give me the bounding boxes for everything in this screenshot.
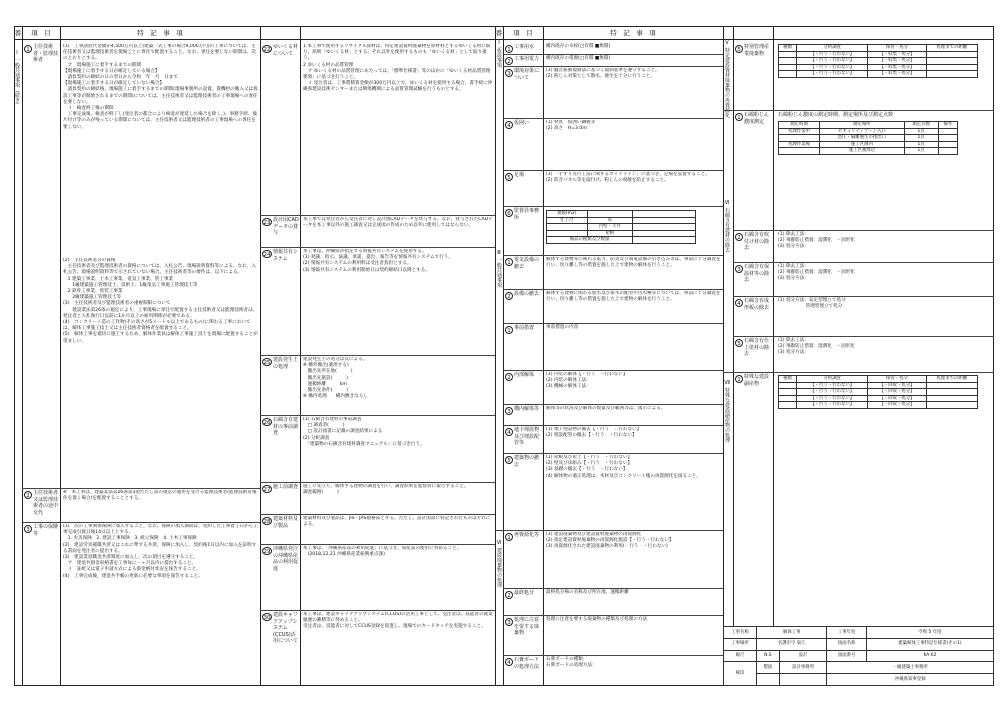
title-label: 設計 [779, 650, 827, 662]
section-body-insulation-asbestos: (1) 除去工法： (2) 飛散防止措置：湿潤化 ・固形化 (3) 処分方法： [778, 264, 855, 282]
row-divider [503, 289, 723, 290]
section-title-water: 工事用水 [514, 44, 535, 50]
section-title-pre-measures: 事前措置 [514, 325, 535, 331]
table-cell [926, 402, 977, 409]
asbestos-measurement-caption: 石綿粉じん濃度の測定時期、測定場所及び測定点数 [778, 112, 894, 118]
section-body-final-disposal: 最終処分場の名称及び所在地、運搬距離 [546, 590, 629, 595]
title-label: 図面番号 [827, 650, 866, 662]
table-cell: 内壁・天井 [587, 224, 632, 231]
table-header: 分析調査 [796, 376, 867, 383]
section-body-hoarding: (1) 材質 仮囲い鋼板等 (2) 高さ H=3.0m [546, 120, 596, 132]
table-header: 種類 [779, 376, 797, 383]
table-cell [633, 237, 696, 244]
table-header: 測定場所 [820, 122, 905, 129]
section-number: 27 [263, 487, 271, 493]
side-label-waste: Ⅵ 建設廃棄物の処理 [496, 540, 502, 588]
section-number: 3 [505, 618, 513, 626]
row-divider [495, 530, 723, 531]
project-year: 令和 5 年度 [866, 627, 993, 639]
table-cell: 施工区画周辺 [820, 148, 905, 155]
row-divider [733, 296, 994, 297]
section-number: 2 [505, 591, 513, 599]
section-number: 29 [263, 549, 271, 555]
section-title-surplus-soil: 建設発生土の処理 [273, 357, 299, 370]
section-number: 2 [24, 491, 32, 499]
section-body-recycled-material: 1 本工事で使用するリサイクル資材は、特定建設資材廃棄物を原材料とするゆいくる材に限り、原則「ゆいくる材」とする。それ以外を使用するものも「ゆいくる材」として取り扱う。 2 ゆいくる材の品質管理 ア ゆいくる材の品質管理にあたっては、「標準仕様書」等のほかに「ゆいくる材品質管理要領」に基づき行うこと。 イ 受注者は、工事費積算金額が300万円以上で、ゆいくる材を使用する場合、書手続に沖縄県建設技術センターまたは関係機関による品質管理試験を行うものとする。 [303, 44, 493, 93]
table-cell: 【・収集・処分】 [868, 51, 926, 58]
title-label: 図面名称 [827, 638, 866, 650]
section-title-cad-data: 設計図CADデータの貸与 [273, 217, 299, 236]
section-number: 3 [735, 265, 743, 273]
section-body-scaffold: (1) 「手すり先行工法に関するガイドライン」に基づき、足場を設置すること。 (2) 防音パネル等を取付け、粉じんの飛散を防止すること。 [546, 172, 710, 184]
section-number: 2 [505, 57, 513, 65]
section-title-asbestos-survey: 石綿含有建材の事前調査 [273, 417, 299, 436]
section-number: 2 [505, 373, 513, 381]
section-body-recycling: (1) 建設廃棄物及び建設資材廃棄物の再資源化 (2) 指定建設資材廃棄物の再資源化施設【・行う・行わない】 (3) 再資源化された建設廃棄物の利用(・行う ・行わない) [546, 532, 674, 550]
section-number: 26 [263, 420, 271, 426]
row-divider [503, 404, 723, 405]
section-body-interior-demolition: (1) 内装の解体【・行う ・行わない】 (2) 内装の解体工法： (3) 機械の解体工法： [546, 372, 628, 390]
section-number: 22 [263, 47, 271, 53]
row-divider [260, 514, 495, 515]
section-title-final-disposal: 最終処分 [514, 590, 535, 596]
table-cell: 【・行う・行わない】 [796, 395, 867, 402]
section-body-power: 構内既存の電源(□有償 ■無償) [546, 56, 611, 61]
row-divider [503, 170, 723, 171]
table-cell: 【・行う・行わない】 [796, 382, 867, 389]
row-divider [260, 544, 495, 545]
section-title-engineer-change: 主任技術者又は監理技術者の途中交代 [33, 490, 59, 516]
table-header: 種類 [779, 45, 797, 52]
table-cell: 屋根 [587, 230, 632, 237]
side-label-common: Ⅲ 一般共通事項 [496, 250, 502, 288]
row-divider [723, 372, 994, 373]
section-number: 28 [263, 519, 271, 525]
section-title-local-products: 沖縄県発注の沖縄県産品の利用促進 [273, 546, 299, 572]
section-number: 5 [735, 339, 743, 347]
section-number: 25 [263, 360, 271, 366]
title-label: 工事年度 [827, 627, 866, 639]
side-label-temporary: Ⅰ 仮設事項 [496, 40, 502, 68]
table-cell: 【・収集・処分】 [868, 71, 926, 78]
section-number: 1 [735, 375, 743, 383]
row-divider [503, 206, 723, 207]
header-item-2: 項 目 [503, 26, 543, 40]
table-header: 処理までの距離 [926, 376, 977, 383]
office-line: 一級建築士事務所 [827, 662, 994, 674]
section-body-local-products: 本工事は、「沖縄県産品の利用促進」に基づき、県産品の使用に努めること。 (2018.12.21 沖縄県産業振興重点課) [303, 546, 462, 558]
section-title-onsite-demolition: 構内解体等 [514, 406, 540, 412]
section-body-ccus: 本工事は、建設キャリアアップシステム(CCUS)の活用工事として、受注者は、技能者の就業履歴の蓄積等に努めること。 受注者は、技能者に対してCCUS登録を促進し、現場でのカードタッチを実施すること。 [303, 612, 493, 630]
section-title-electrical-removal: 電気設備の撤去 [514, 257, 540, 270]
row-divider [503, 655, 723, 656]
table-cell: 1点 [904, 148, 938, 155]
section-body-special-waste: 処理に注意を要する廃棄物の種類及び処理の方法 [546, 617, 648, 622]
row-divider [22, 488, 260, 489]
section-title-info-sharing: 情報共有システム [273, 249, 299, 262]
row-divider [503, 588, 723, 589]
section-body-underground: (1) 地下埋設物の撤去【・行う ・行わない】 (2) 埋設配管の撤去【・行う ・行わない】 [546, 427, 642, 439]
section-body-water: 構内既存の水栓(□有償 ■無償) [546, 44, 611, 49]
section-title-asbestos-measurement: 石綿粉じん濃度測定 [744, 112, 770, 125]
section-body-cad-data: 本工事では発注者から受注者に対し設計図CADデータを貸与する。なお、貸与されたCADデータを本工事以外の施工調査又は完成図の作成のため以外に使用してはならない。 [303, 217, 493, 229]
table-cell: 備品の種類及び数量 [547, 237, 633, 244]
section-title-ccus: 建設キャリアアップシステム(CCUS)活用について [273, 612, 299, 644]
section-body-insurance: (1) 次の工事関係保険に加入すること。なお、保険の加入期間は、契約した工事着工日から工事完成引渡日後14日以上とする。 1. 火災保険 2. 建設工事保険 3. 組立保険 4. 土木工事保険 (2) 建設労災補償共済又はこれに準ずる共済、保険に加入し、契約後1日以内に加入を証明する書面を発注者に提出する。 (3) 建設業退職金共済制度に加入し、次の項目を遵守すること。 ア 建退共掛金収納書を工事毎に一ヶ月以内に提出すること。 イ 証紙又は電子申請方式による掛金納付状況を報告すること。 (4) 工事完成後、建退共手帳の更新に必要な事項を報告すること。 [63, 524, 258, 579]
row-divider [260, 215, 495, 216]
side-label-general: Ⅰ 一般共通事項（続き） [14, 50, 20, 108]
table-cell: 【・行う・行わない】 [796, 71, 867, 78]
table-cell: 【・収集・処分】 [868, 64, 926, 71]
row-divider [503, 118, 723, 119]
title-block [723, 626, 994, 686]
supervisor-office-table [546, 210, 696, 244]
section-number: 1 [24, 45, 32, 53]
table-cell [926, 71, 977, 78]
section-title-underground: 地下埋設物及び埋設配管等 [514, 427, 540, 446]
section-title-chief-engineer: 主任技術者・監理技術者 [33, 44, 59, 63]
table-cell: 【・行う・行わない】 [796, 58, 867, 65]
table-cell: 【・回収・処分】 [868, 395, 926, 402]
asbestos-measurement-table [778, 121, 958, 155]
side-label-special: Ⅶ 特殊な建設副産物の処理 [724, 380, 730, 443]
row-divider [733, 230, 994, 231]
section-body-pre-measures: 事前措置の内容 [546, 325, 579, 330]
section-title-sprayed-asbestos: 石綿含有吹付け材の除去 [744, 232, 770, 251]
table-cell [779, 148, 820, 155]
section-number: 1 [505, 45, 513, 53]
section-title-environment: 環境対策について [514, 68, 540, 81]
section-title-special-waste: 処理に注意を要する廃棄物 [514, 617, 540, 636]
section-title-pre-survey: 施工前調査 [273, 484, 299, 490]
row-divider [733, 262, 994, 263]
special-waste-table [778, 44, 978, 78]
table-cell: 規模(m2) [547, 211, 588, 218]
section-title-special-industrial-waste: 特別管理産業廃棄物 [744, 44, 770, 57]
section-body-onsite-demolition: 解体等の状況及び解体の数量及び範囲等は、図示による。 [546, 406, 666, 411]
section-title-equipment-removal: 設備の撤去 [514, 291, 540, 297]
table-cell [779, 402, 797, 409]
section-number: 4 [735, 299, 743, 307]
row-divider [503, 453, 723, 454]
section-title-supervisor-office: 監督員事務所 [514, 208, 540, 221]
section-number: 5 [505, 173, 513, 181]
divider [773, 26, 774, 626]
section-number: 5 [735, 45, 743, 53]
section-title-recycled-material: ゆいくる材について [273, 44, 299, 57]
table-cell: 1点 [904, 128, 938, 135]
table-header: 保管・処分 [868, 45, 926, 52]
drawing-title: 建築解体工事特記仕様書(その1) [866, 638, 993, 650]
title-label: 工事場所 [724, 638, 757, 650]
section-number: 4 [505, 658, 513, 666]
office-line: 沖縄県知事登録 [827, 674, 994, 686]
drawing-scale: N.S [757, 650, 780, 662]
section-number: 1 [735, 113, 743, 121]
project-site: 名護市字 東江 [757, 638, 827, 650]
drawing-number: KA-02 [866, 650, 993, 662]
section-title-recycling: 再資源化等 [514, 532, 540, 538]
section-title-coating-asbestos: 石綿含有仕上塗材の除去 [744, 338, 770, 357]
title-label: 設計事務所 [779, 662, 827, 674]
divider [300, 26, 301, 686]
section-body-equipment-removal: 解体する建物に関わる給水及び排水の配管や汚水桝等については、事前に十分調査を行い、切り離し等の措置を施した上で建物の解体を行うこと。 [546, 291, 721, 303]
table-cell: 【・回収・処分】 [868, 382, 926, 389]
row-divider [503, 255, 723, 256]
table-header: 保管・処分 [868, 376, 926, 383]
row-divider [503, 615, 723, 616]
header-notes-2: 特 記 事 項 [543, 26, 723, 40]
header-item-1: 項 目 [22, 26, 60, 40]
side-label-recycle: Ⅴ 特定建設資材廃棄物の再資源化 [724, 40, 730, 118]
section-number: 3 [505, 69, 513, 77]
section-body-materials: 建築材料及び製品は、JIS・JAS規格品とする。ただし、設計図書に特記されたものはそれによる。 [303, 516, 491, 528]
table-cell: 【・回収・処分】 [868, 402, 926, 409]
section-body-building-removal: (1) 屋根及び屋上【・行う ・行わない】 (2) 壁及び床組み【・行う ・行わない】 (3) 基礎の撤去【・行う ・行わない】 (4) 解体物の適正処理は、木材及びコンクリート塊の再資源化を図ること。 [546, 455, 701, 479]
section-number: 6 [505, 209, 513, 217]
table-cell: 【・収集・処分】 [868, 58, 926, 65]
row-divider [260, 247, 495, 248]
row-divider [733, 336, 994, 337]
table-cell: セキュリティゾーン入口 [820, 128, 905, 135]
header-notes-1: 特 記 事 項 [60, 26, 260, 40]
divider [733, 26, 734, 626]
section-number: 24 [263, 252, 271, 258]
special-byproducts-table [778, 375, 978, 409]
title-label: 縮尺 [724, 650, 757, 662]
section-body-asbestos-survey: (1) 石綿含有建材の事前調査 □ 調査者( ) □ 設計図書に記載の調査結果による (2) 分析調査 「建築物の石綿含有建材調査マニュアル」に基づき行う。 [303, 417, 425, 447]
section-title-gypsum-board: 石膏ボードの処理方法 [514, 657, 540, 670]
table-cell: 仕上げ [547, 217, 588, 224]
section-title-molded-asbestos: 石綿含有成形板の除去 [744, 298, 770, 311]
section-title-special-byproducts: 特殊な建設副産物 [744, 374, 770, 387]
table-cell: 【・行う・行わない】 [796, 389, 867, 396]
section-body-pre-survey: 施工に先立ち、解体する建物の調査を行い、調査結果を監督員に報告すること。 調査範囲( ) [303, 484, 469, 496]
table-cell: 処理作業後 [779, 141, 820, 148]
section-body-qualification: (2) 主任技術者等の資格 主任技術者及び監理技術者の資格については、入札公告、現場説明資料等による。なお、入札公告、現場説明資料等で示されていない場合、主任技術者等の要件は、以下による。 1 建築工事業、土木工事業、電気工事業、管工事業 1級建築施工管理技士、技術士、1級電気工事施工管理技士等 2 鉄骨工事業、塗装工事業 2級建築施工管理技士等 (3) 主任技術者及び監理技術者の重複制限について 建設業法第26条の規定により、工事現場に専任で配置する主任技術者又は監理技術者は、発注者と入札執行日以前に1か月以上の雇用関係が必要である。 (4) コンクリート造の工作物(その高さが5メートル以上であるもの)に関わる工事においては、解体工事施工技士又は主任技術者資格者を配置すること。 (5) 解体工事を適切に施工するため、解体作業員は解体工事施工技士を現場に配置することが望ましい。 [63, 258, 258, 344]
row-divider [503, 370, 723, 371]
title-label: 検印 [724, 662, 757, 686]
section-number: 23 [263, 220, 271, 226]
row-divider [260, 415, 495, 416]
section-number: 2 [505, 292, 513, 300]
divider [22, 26, 23, 686]
row-divider [723, 110, 994, 111]
section-body-environment: (1) 騒音振動規制法に基づく規制基準を遵守すること。 (2) 粉じん対策として散水、養生を十分に行うこと。 [546, 68, 660, 80]
divider [543, 26, 544, 686]
table-cell: 1点 [904, 135, 938, 142]
side-label-asbestos: Ⅵ 石綿含有建材の除去 [724, 200, 730, 253]
table-cell: 施工区画内 [820, 141, 905, 148]
section-number: 3 [24, 525, 32, 533]
section-title-interior-demolition: 内部解体 [514, 372, 535, 378]
table-header: 測定時期 [779, 122, 820, 129]
header-notes-1b [260, 26, 495, 40]
divider [60, 26, 61, 686]
row-divider [503, 66, 723, 67]
section-body-gypsum-board: 石膏ボードの種類： 石膏ボードの処理方法： [546, 657, 597, 669]
section-title-power: 工事用電力 [514, 56, 540, 62]
section-body-info-sharing: 本工事は、沖縄県が指定する情報共有システムを使用する。 (1) 発議、指示、協議、承諾、提出、報告等を情報共有システムで行う。 (2) 情報共有システムの利用料は受注者負担とする。 (3) 情報共有システムの利用開始日は契約締結日以降とする。 [303, 249, 453, 273]
section-number: 5 [505, 456, 513, 464]
section-body-sprayed-asbestos: (1) 除去工法： (2) 飛散防止措置：湿潤化 ・固形化 (3) 処分方法： [778, 232, 855, 250]
row-divider [22, 522, 260, 523]
section-number: 3 [505, 407, 513, 415]
table-cell: 【・行う・行わない】 [796, 402, 867, 409]
row-divider [260, 482, 495, 483]
table-cell [938, 148, 957, 155]
section-body-engineer-change: ※ 本工事は、建築業法第26条第3項ただし書の規定の適用を受ける監理技術者(監理技術者補佐を置く場合)を配置することとする。 [63, 490, 257, 502]
section-number: 4 [505, 428, 513, 436]
section-number: 1 [505, 326, 513, 334]
row-divider [503, 425, 723, 426]
section-body-surplus-soil: 建設発生土の処分は次による。 ※ 構外搬出(適用する) 搬出先所在地( ) 搬出先施設( ) 運搬距離 km 搬出先条件( ) ※ 構内処理 構内敷きならし [303, 357, 369, 400]
section-title-hoarding: 仮囲い [514, 120, 530, 126]
table-cell: 床 [587, 217, 632, 224]
table-header: 測定点数 [904, 122, 938, 129]
table-cell: 1点 [904, 141, 938, 148]
table-header: 処理までの距離 [926, 45, 977, 52]
divider [503, 26, 504, 686]
section-number: 2 [735, 233, 743, 241]
table-cell [779, 71, 797, 78]
project-name: 解体工事 [757, 627, 827, 639]
section-number: 4 [505, 121, 513, 129]
row-divider [503, 323, 723, 324]
row-divider [260, 355, 495, 356]
section-body-chief-engineer: (1) 工事請負代金額が4,500万円以上(建築一式工事の場合9,000万円)の工事については、主任技術者又は監理技術者を現場ごとに専任で配置すること。なお、専任を要しない期間は、次のとおりとする。 ア 現場施工に着手するまでの期間 【現場施工に着手する日が確定している場合】 請負契約の締結の日の翌日から令和 年 月 日まで 【現場施工に着手する日が確定していない場合】 請負契約の締結後、現場施工に着手するまでの期間(現場事務所の設置、資機材の搬入又は仮設工事等が開始されるまでの期間)については、主任技術者又は監理技術者の工事現場への専任を要しない。 イ 検査終了後の期間 工事完成後、検査が終了し(発注者の都合により検査が遅延した場合を除く。)、事務手続、後片付け等のみが残っている期間については、主任技術者又は監理技術者の工事現場への専任を要しない。 [63, 44, 258, 130]
section-body-molded-asbestos: (1) 処分方法：安定型埋立て処分 管理型埋立て処分 [778, 298, 846, 310]
table-cell: 【・回収・処分】 [868, 389, 926, 396]
row-divider [260, 610, 495, 611]
table-cell: 負圧・隔離養生の排出口 [820, 135, 905, 142]
section-title-insurance: 工事の保険等 [33, 524, 59, 537]
header-notes-2b [723, 26, 994, 40]
section-title-materials: 建築材料及び製品 [273, 516, 299, 529]
section-number: 1 [505, 533, 513, 541]
title-label: 工事名称 [724, 627, 757, 639]
table-cell: 【・行う・行わない】 [796, 51, 867, 58]
table-cell: 【・行う・行わない】 [796, 64, 867, 71]
row-divider [503, 54, 723, 55]
section-title-building-removal: 建築物の撤去 [514, 455, 540, 468]
header-num-2: 番 [495, 26, 503, 40]
title-cell [779, 674, 827, 686]
section-number: 30 [263, 615, 271, 621]
section-title-scaffold: 足場 [514, 172, 525, 178]
section-body-coating-asbestos: (1) 除去工法： (2) 飛散防止措置：湿潤化 ・固形化 (3) 処分方法： [778, 338, 855, 356]
table-header: 分析調査 [796, 45, 867, 52]
section-number: 1 [505, 258, 513, 266]
section-body-electrical-removal: 解体する建物等に関わる電力、防災及び弱電設備の引き込み等は、事前に十分調査を行い、切り離し等の措置を施した上で建物の解体を行うこと。 [546, 257, 721, 269]
table-header: 備考 [938, 122, 957, 129]
section-title-insulation-asbestos: 石綿含有保温材等の除去 [744, 264, 770, 283]
title-cell [757, 674, 780, 686]
title-label: 製図 [757, 662, 780, 674]
header-num-1: 番 [14, 26, 22, 40]
divider [260, 26, 261, 686]
table-cell: 処理作業中 [779, 128, 820, 135]
